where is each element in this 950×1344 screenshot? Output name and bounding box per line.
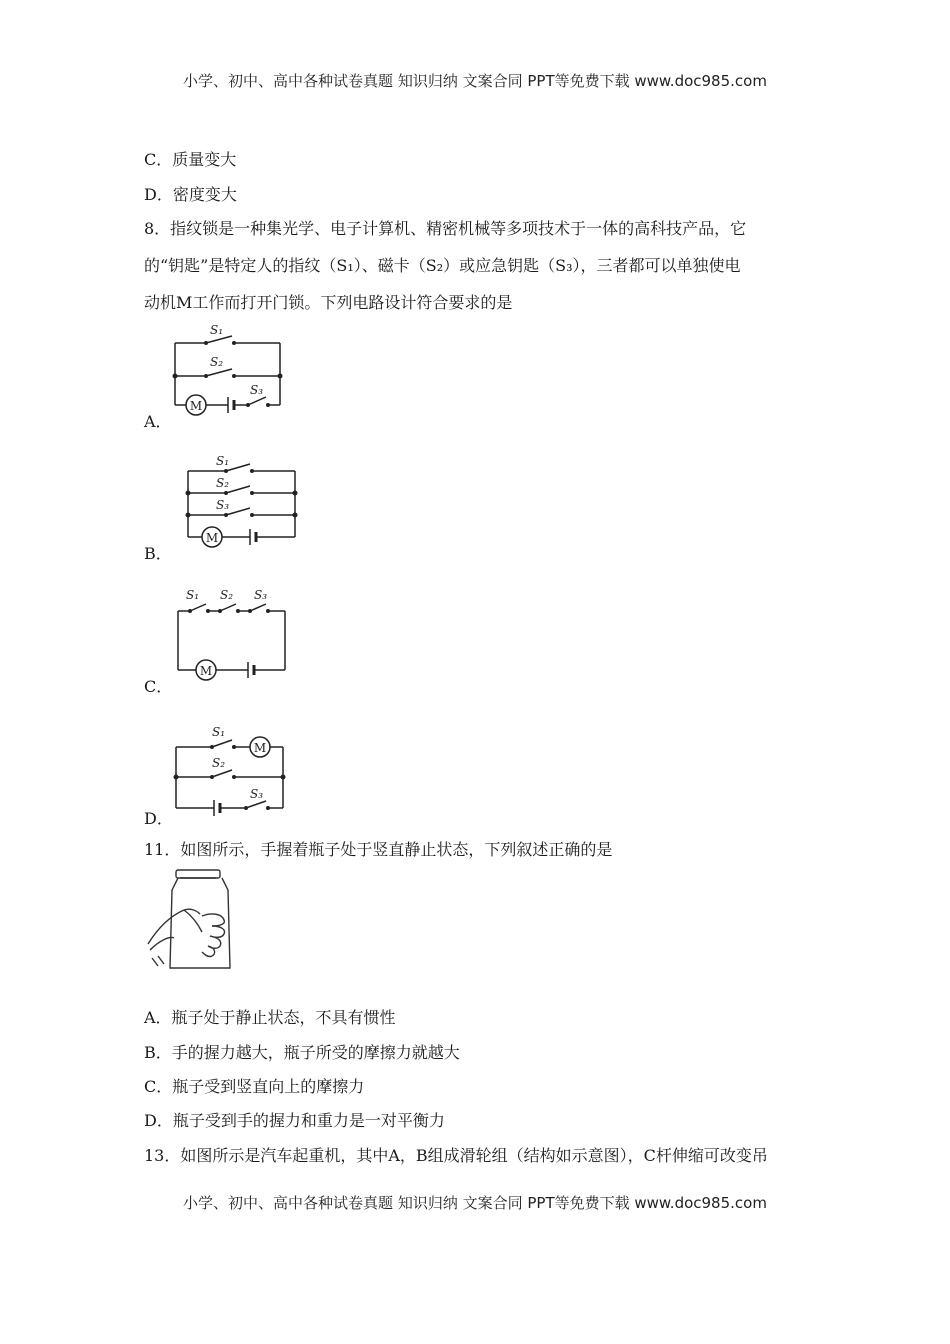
- s1-label: S₁: [216, 455, 230, 468]
- q8-option-a-label: A．: [144, 412, 172, 431]
- page-header: 小学、初中、高中各种试卷真题 知识归纳 文案合同 PPT等免费下载 www.doc985.com: [183, 72, 767, 90]
- page-footer: 小学、初中、高中各种试卷真题 知识归纳 文案合同 PPT等免费下载 www.doc985.com: [183, 1194, 767, 1212]
- q11-option-d: D．瓶子受到手的握力和重力是一对平衡力: [144, 1111, 445, 1130]
- circuit-diagram-c: [170, 585, 300, 685]
- s2-label: S₂: [216, 476, 230, 490]
- s2-label: S₂: [220, 588, 234, 602]
- circuit-diagram-b: [180, 455, 305, 555]
- s3-label: S₃: [250, 787, 264, 801]
- q11-option-b: B．手的握力越大，瓶子所受的摩擦力就越大: [144, 1043, 460, 1062]
- motor-label: M: [253, 741, 267, 755]
- q7-option-d: D．密度变大: [144, 185, 237, 204]
- q11-option-c: C．瓶子受到竖直向上的摩擦力: [144, 1077, 365, 1096]
- circuit-diagram-a: [170, 320, 310, 420]
- q8-option-d-label: D．: [144, 809, 173, 828]
- motor-label: M: [205, 531, 219, 545]
- q8-option-b-label: B．: [144, 544, 172, 563]
- q8-stem-line2: 的“钥匙”是特定人的指纹（S₁）、磁卡（S₂）或应急钥匙（S₃），三者都可以单独使电: [144, 256, 741, 275]
- q7-option-c: C．质量变大: [144, 150, 237, 169]
- motor-label: M: [189, 399, 203, 413]
- s1-label: S₁: [210, 323, 224, 337]
- s3-label: S₃: [216, 498, 230, 512]
- s3-label: S₃: [254, 588, 268, 602]
- circuit-diagram-d: [170, 722, 295, 817]
- q11-stem: 11．如图所示，手握着瓶子处于竖直静止状态，下列叙述正确的是: [144, 840, 613, 859]
- s2-label: S₂: [210, 355, 224, 369]
- s1-label: S₁: [186, 588, 200, 602]
- s3-label: S₃: [250, 383, 264, 397]
- q8-option-c-label: C．: [144, 677, 173, 696]
- q8-stem-line3: 动机M工作而打开门锁。下列电路设计符合要求的是: [144, 293, 513, 312]
- s2-label: S₂: [212, 756, 226, 770]
- s1-label: S₁: [212, 725, 226, 739]
- q11-option-a: A．瓶子处于静止状态，不具有惯性: [144, 1008, 396, 1027]
- q8-stem-line1: 8．指纹锁是一种集光学、电子计算机、精密机械等多项技术于一体的高科技产品，它: [144, 219, 747, 238]
- q13-stem: 13．如图所示是汽车起重机，其中A，B组成滑轮组（结构如示意图），C杆伸缩可改变吊: [144, 1146, 768, 1165]
- motor-label: M: [199, 664, 213, 678]
- hand-holding-bottle-figure: [140, 866, 250, 974]
